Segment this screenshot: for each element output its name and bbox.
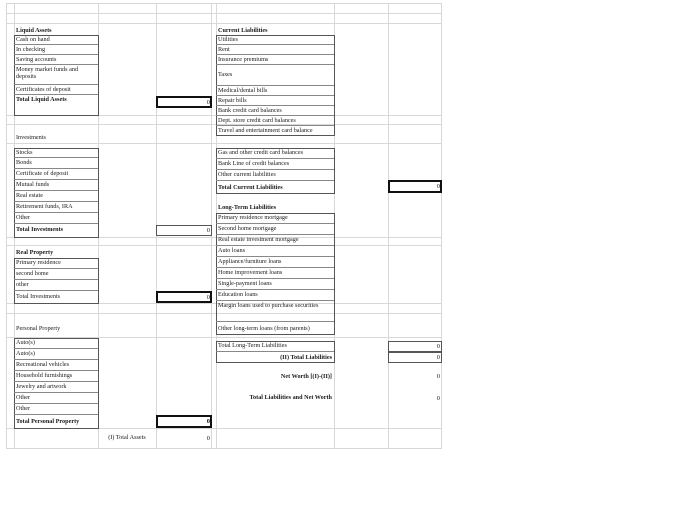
total-current-liabilities-value: 0 (436, 183, 440, 190)
pp-item-other-1: Other (14, 393, 98, 404)
total-long-term-liabilities-label: Total Long-Term Liabilities (216, 341, 334, 352)
inv-item-bonds: Bonds (14, 158, 98, 169)
pp-item-auto-2: Auto(s) (14, 349, 98, 360)
total-current-liabilities-label: Total Current Liabilities (218, 183, 283, 191)
cl-item-dept-store: Dept. store credit card balances (216, 116, 334, 126)
total-liabilities-net-worth-value: 0 (436, 394, 440, 402)
long-term-liabilities-header: Long-Term Liabilities (218, 204, 277, 212)
total-liquid-assets-value: 0 (206, 98, 210, 106)
cl-item-bank-cc: Bank credit card balances (216, 106, 334, 116)
cl-item-repair: Repair bills (216, 96, 334, 106)
liquid-item-checking: In checking (14, 45, 98, 55)
cl-item-insurance: Insurance premiums (216, 55, 334, 65)
lt-item-second-mortgage: Second home mortgage (216, 224, 334, 235)
total-investments-label: Total Investments (16, 226, 64, 234)
lt-item-margin: Margin loans used to purchase securities (216, 301, 334, 322)
lt-item-home-improvement: Home improvement loans (216, 268, 334, 279)
total-real-property-value: 0 (206, 293, 210, 301)
total-personal-property-label: Total Personal Property (16, 417, 80, 425)
total-liabilities-label: (II) Total Liabilities (280, 353, 332, 361)
current-liabilities-header: Current Liabilities (218, 26, 268, 34)
lt-item-auto-loans: Auto loans (216, 246, 334, 257)
lt-item-re-mortgage: Real estate investment mortgage (216, 235, 334, 246)
pp-item-furnishings: Household furnishings (14, 371, 98, 382)
total-assets-value: 0 (206, 434, 210, 442)
inv-item-other: Other (14, 213, 98, 224)
total-liquid-assets-label: Total Liquid Assets (16, 96, 67, 104)
rp-item-primary: Primary residence (14, 258, 98, 269)
net-worth-label: Net Worth [(I)-(II)] (280, 372, 332, 380)
inv-item-real-estate: Real estate (14, 191, 98, 202)
pp-item-other-2: Other (14, 404, 98, 415)
liquid-assets-header: Liquid Assets (16, 26, 52, 34)
rp-item-other: other (14, 280, 98, 291)
cl-item-gas: Gas and other credit card balances (216, 148, 334, 159)
liquid-item-saving: Saving accounts (14, 55, 98, 65)
pp-item-rv: Recreational vehicles (14, 360, 98, 371)
cl-item-travel: Travel and entertainment card balance (218, 127, 313, 135)
balance-sheet (6, 3, 442, 449)
lt-item-other: Other long-term loans (from parents) (218, 324, 310, 332)
inv-item-retirement: Retirement funds, IRA (14, 202, 98, 213)
personal-property-header: Personal Property (16, 325, 61, 333)
lt-item-primary-mortgage: Primary residence mortgage (216, 213, 334, 224)
total-long-term-liabilities-value: 0 (436, 343, 440, 350)
total-investments-value: 0 (206, 227, 210, 234)
total-liabilities-value: 0 (436, 354, 440, 361)
total-liabilities-net-worth-label: Total Liabilities and Net Worth (249, 394, 332, 402)
lt-item-single-payment: Single-payment loans (216, 279, 334, 290)
pp-item-auto-1: Auto(s) (14, 338, 98, 349)
pp-item-jewelry: Jewelry and artwork (14, 382, 98, 393)
total-assets-label: (I) Total Assets (108, 434, 146, 442)
total-personal-property-value: 0 (206, 418, 210, 425)
liquid-item-cash: Cash on hand (14, 35, 98, 45)
rp-item-second-home: second home (14, 269, 98, 280)
lt-item-education: Education loans (216, 290, 334, 301)
net-worth-value: 0 (436, 373, 440, 380)
inv-item-stocks: Stocks (14, 148, 98, 158)
liquid-item-money-market: Money market funds and deposits (14, 65, 98, 85)
cl-item-utilities: Utilities (216, 35, 334, 45)
cl-item-bank-loc: Bank Line of credit balances (216, 159, 334, 170)
real-property-header: Real Property (16, 249, 54, 257)
liquid-item-cd: Certificates of deposit (14, 85, 98, 95)
cl-item-taxes: Taxes (216, 65, 334, 86)
cl-item-medical: Medical/dental bills (216, 86, 334, 96)
investments-header: Investments (16, 134, 46, 142)
total-real-property-label: Total Investments (16, 293, 61, 301)
cl-item-rent: Rent (216, 45, 334, 55)
lt-item-appliance: Appliance/furniture loans (216, 257, 334, 268)
inv-item-mutual-funds: Mutual funds (14, 180, 98, 191)
inv-item-cd: Certificate of deposit (14, 169, 98, 180)
cl-item-other: Other current liabilities (216, 170, 334, 181)
